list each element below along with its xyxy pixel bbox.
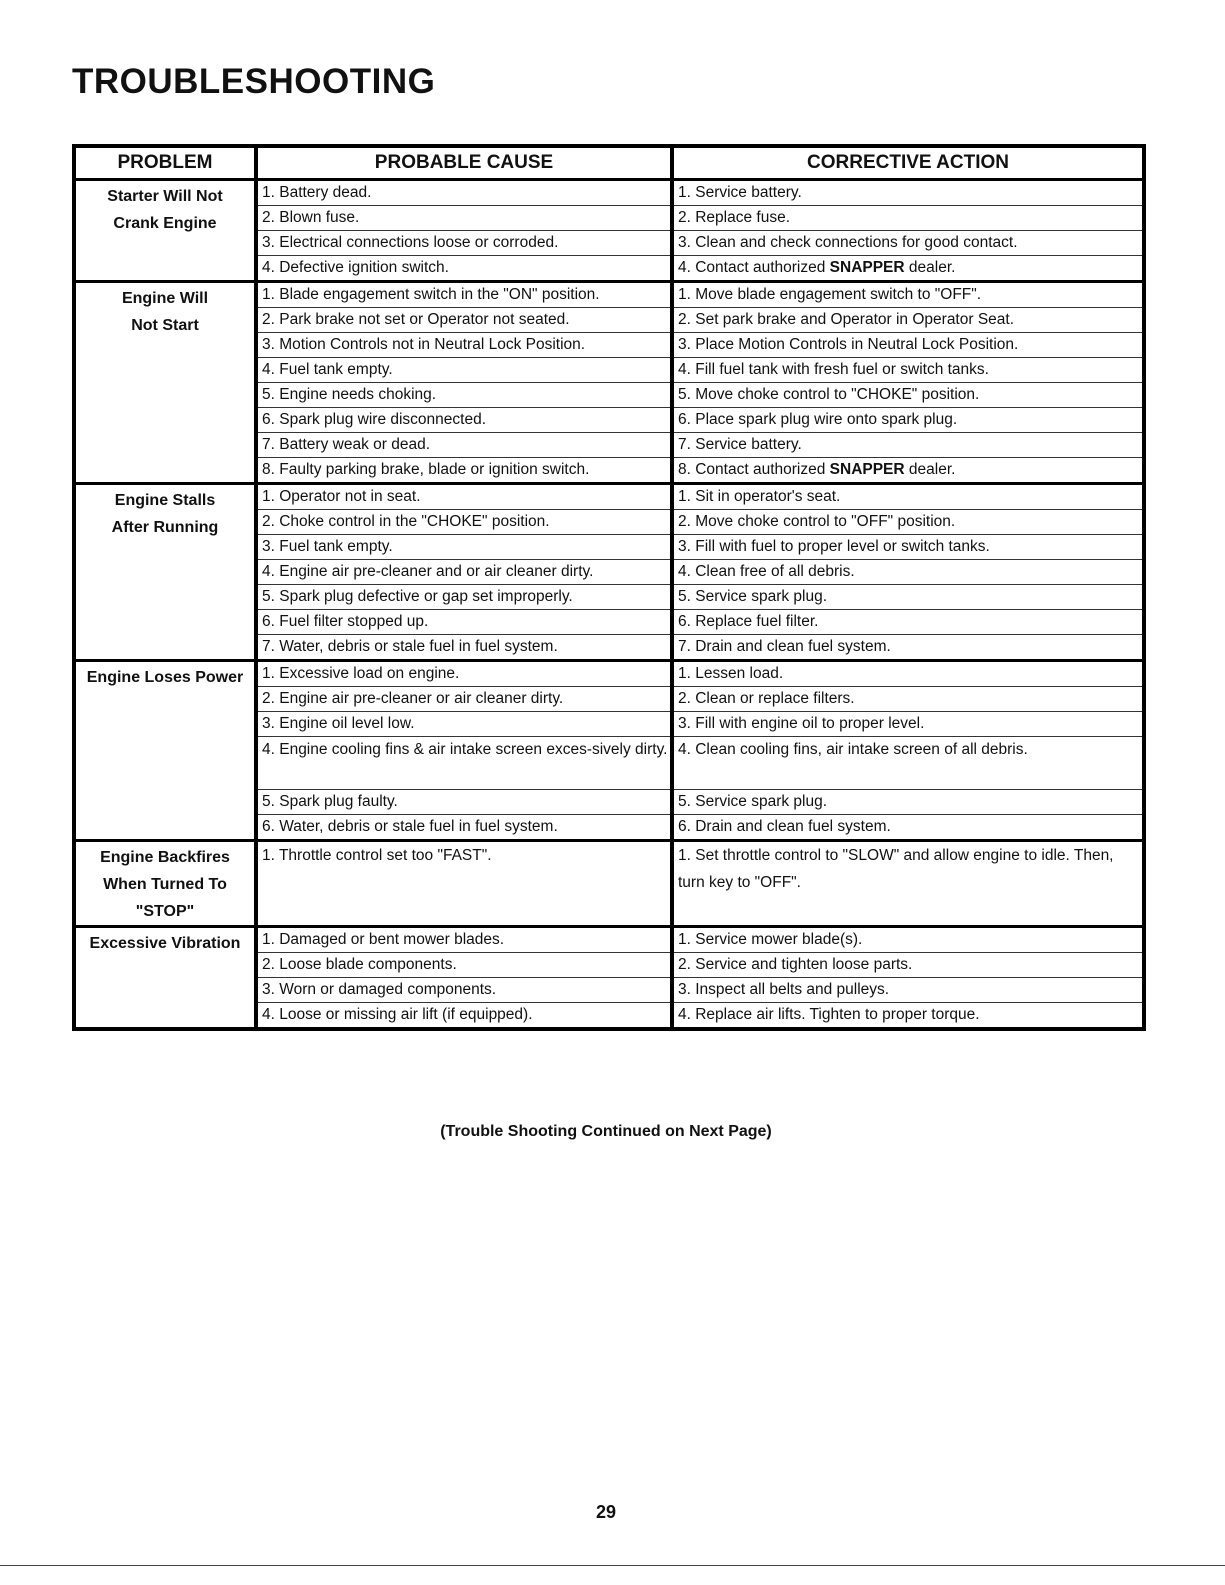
cause-cell: 2. Park brake not set or Operator not seated. xyxy=(256,308,672,333)
cause-cell: 6. Fuel filter stopped up. xyxy=(256,610,672,635)
cause-cell: 5. Spark plug faulty. xyxy=(256,790,672,815)
problem-group-starter xyxy=(74,180,1144,282)
problem-label: Excessive Vibration xyxy=(89,935,241,952)
action-cell: 4. Replace air lifts. Tighten to proper torque. xyxy=(672,1003,1144,1030)
cause-cell: 1. Blade engagement switch in the "ON" position. xyxy=(256,282,672,308)
cause-cell: 4. Engine cooling fins & air intake screen exces-sively dirty. xyxy=(256,737,672,790)
cause-cell: 7. Battery weak or dead. xyxy=(256,433,672,458)
cause-cell: 4. Fuel tank empty. xyxy=(256,358,672,383)
action-cell: 3. Place Motion Controls in Neutral Lock Position. xyxy=(672,333,1144,358)
page-number: 29 xyxy=(595,1502,617,1522)
problem-label: Engine Backfires When Turned To "STOP" xyxy=(100,849,230,920)
action-text: dealer. xyxy=(904,461,956,478)
problem-group-loses-power xyxy=(74,661,1144,841)
problem-label: Engine Stalls After Running xyxy=(111,492,219,536)
action-cell: 2. Replace fuse. xyxy=(672,206,1144,231)
cause-cell: 3. Electrical connections loose or corroded. xyxy=(256,231,672,256)
action-cell: 7. Service battery. xyxy=(672,433,1144,458)
action-cell: 5. Service spark plug. xyxy=(672,585,1144,610)
problem-label: Engine Will Not Start xyxy=(121,290,209,334)
cause-cell: 1. Battery dead. xyxy=(256,180,672,206)
action-cell: 3. Inspect all belts and pulleys. xyxy=(672,978,1144,1003)
cause-cell: 3. Engine oil level low. xyxy=(256,712,672,737)
cause-cell: 2. Blown fuse. xyxy=(256,206,672,231)
cause-cell: 1. Damaged or bent mower blades. xyxy=(256,927,672,953)
action-cell: 2. Clean or replace filters. xyxy=(672,687,1144,712)
page-title: TROUBLESHOOTING xyxy=(72,62,436,101)
cause-cell: 6. Spark plug wire disconnected. xyxy=(256,408,672,433)
brand-name: SNAPPER xyxy=(829,259,905,276)
action-cell: 6. Place spark plug wire onto spark plug. xyxy=(672,408,1144,433)
cause-cell: 4. Loose or missing air lift (if equipped). xyxy=(256,1003,672,1030)
cause-cell: 2. Engine air pre-cleaner or air cleaner dirty. xyxy=(256,687,672,712)
action-cell: 6. Replace fuel filter. xyxy=(672,610,1144,635)
problem-group-will-not-start xyxy=(74,282,1144,484)
problem-label: Starter Will Not Crank Engine xyxy=(107,188,223,232)
cause-cell: 3. Fuel tank empty. xyxy=(256,535,672,560)
brand-name: SNAPPER xyxy=(829,461,905,478)
action-cell: 4. Clean free of all debris. xyxy=(672,560,1144,585)
action-cell: 4. Clean cooling fins, air intake screen of all debris. xyxy=(672,737,1144,790)
action-cell: 2. Service and tighten loose parts. xyxy=(672,953,1144,978)
action-cell: 1. Move blade engagement switch to "OFF". xyxy=(672,282,1144,308)
action-cell: 3. Fill with fuel to proper level or switch tanks. xyxy=(672,535,1144,560)
problem-label: Engine Loses Power xyxy=(86,669,244,686)
action-text: dealer. xyxy=(904,259,956,276)
continued-note: (Trouble Shooting Continued on Next Page) xyxy=(440,1123,772,1140)
table-row xyxy=(74,661,1144,687)
action-cell: 5. Move choke control to "CHOKE" position. xyxy=(672,383,1144,408)
cause-cell: 3. Worn or damaged components. xyxy=(256,978,672,1003)
cause-cell: 4. Engine air pre-cleaner and or air cleaner dirty. xyxy=(256,560,672,585)
action-cell: 7. Drain and clean fuel system. xyxy=(672,635,1144,661)
cause-cell: 4. Defective ignition switch. xyxy=(256,256,672,282)
table-row xyxy=(74,282,1144,308)
problem-group-backfires xyxy=(74,841,1144,927)
header-corrective-action: CORRECTIVE ACTION xyxy=(672,146,1144,180)
action-cell xyxy=(672,256,1144,282)
header-probable-cause: PROBABLE CAUSE xyxy=(256,146,672,180)
action-cell: 2. Set park brake and Operator in Operator Seat. xyxy=(672,308,1144,333)
action-cell: 3. Fill with engine oil to proper level. xyxy=(672,712,1144,737)
cause-cell: 7. Water, debris or stale fuel in fuel system. xyxy=(256,635,672,661)
table-row xyxy=(74,484,1144,510)
table-row xyxy=(74,841,1144,927)
action-cell: 1. Lessen load. xyxy=(672,661,1144,687)
header-problem: PROBLEM xyxy=(74,146,256,180)
action-cell: 5. Service spark plug. xyxy=(672,790,1144,815)
header-row xyxy=(74,146,1144,180)
action-cell: 1. Sit in operator's seat. xyxy=(672,484,1144,510)
cause-cell: 6. Water, debris or stale fuel in fuel system. xyxy=(256,815,672,841)
action-cell: 1. Service battery. xyxy=(672,180,1144,206)
problem-group-stalls xyxy=(74,484,1144,661)
action-cell: 3. Clean and check connections for good contact. xyxy=(672,231,1144,256)
cause-cell: 1. Throttle control set too "FAST". xyxy=(256,841,672,927)
page-bottom-rule xyxy=(0,1565,1225,1566)
cause-cell: 5. Spark plug defective or gap set improperly. xyxy=(256,585,672,610)
action-cell: 2. Move choke control to "OFF" position. xyxy=(672,510,1144,535)
table-row xyxy=(74,927,1144,953)
cause-cell: 1. Operator not in seat. xyxy=(256,484,672,510)
problem-group-vibration xyxy=(74,927,1144,1030)
troubleshooting-table xyxy=(72,144,1146,1031)
action-cell xyxy=(672,458,1144,484)
cause-cell: 2. Loose blade components. xyxy=(256,953,672,978)
action-text: 8. Contact authorized xyxy=(678,461,830,478)
cause-cell: 8. Faulty parking brake, blade or ignition switch. xyxy=(256,458,672,484)
action-cell: 4. Fill fuel tank with fresh fuel or switch tanks. xyxy=(672,358,1144,383)
action-cell: 6. Drain and clean fuel system. xyxy=(672,815,1144,841)
action-cell: 1. Service mower blade(s). xyxy=(672,927,1144,953)
table-row xyxy=(74,180,1144,206)
cause-cell: 1. Excessive load on engine. xyxy=(256,661,672,687)
action-text: 4. Contact authorized xyxy=(678,259,830,276)
cause-cell: 5. Engine needs choking. xyxy=(256,383,672,408)
action-cell: 1. Set throttle control to "SLOW" and allow engine to idle. Then, turn key to "OFF". xyxy=(672,841,1144,927)
cause-cell: 2. Choke control in the "CHOKE" position. xyxy=(256,510,672,535)
cause-cell: 3. Motion Controls not in Neutral Lock Position. xyxy=(256,333,672,358)
